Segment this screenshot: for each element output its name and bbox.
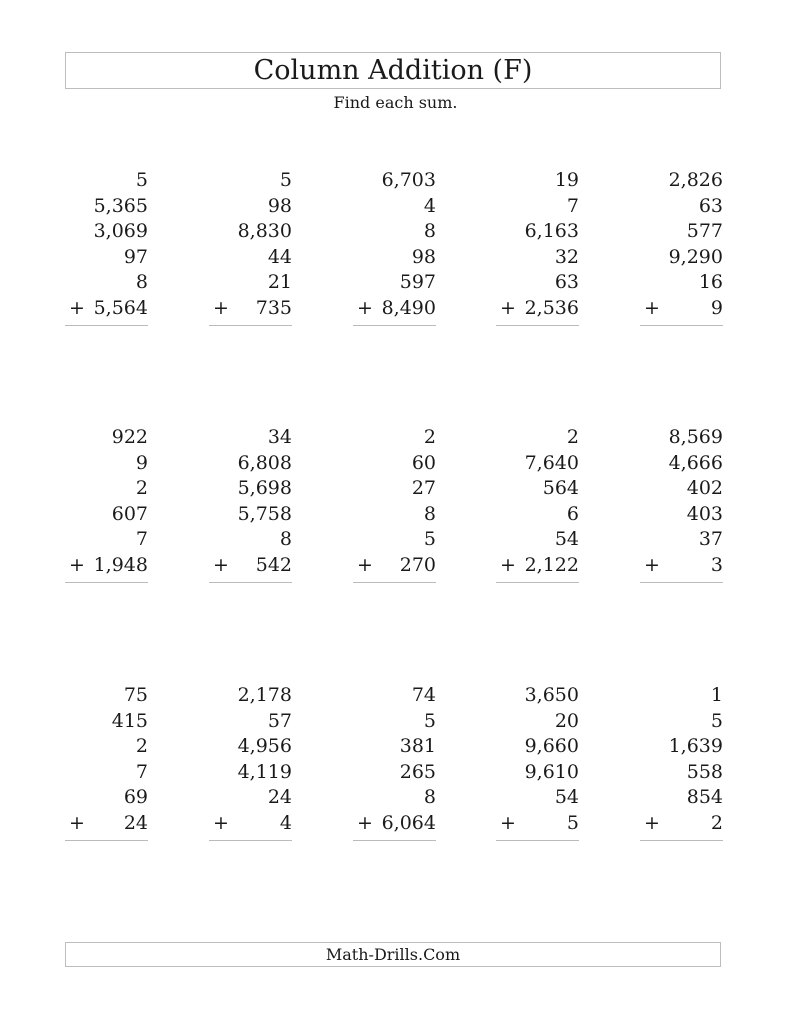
addend-value: 2,826 — [668, 169, 723, 191]
addend-value: 34 — [267, 426, 292, 448]
problem — [496, 683, 579, 841]
addend — [65, 527, 148, 553]
addend — [640, 425, 723, 451]
addend-last — [65, 553, 148, 579]
addend-value: 558 — [686, 760, 723, 783]
addend-value: 69 — [123, 786, 148, 809]
addend-value: 3,650 — [524, 684, 579, 706]
addend — [209, 168, 292, 194]
addend-value: 7,640 — [524, 451, 579, 474]
addend-value: 5 — [135, 169, 148, 191]
addend-value: 5,564 — [93, 296, 148, 319]
addend-value: 75 — [123, 684, 148, 706]
addend-value: 2 — [566, 426, 579, 448]
addend-value: 564 — [542, 477, 579, 500]
addend — [209, 760, 292, 786]
addend-value: 5,698 — [237, 477, 292, 500]
addend-value: 7 — [135, 528, 148, 551]
problem — [353, 425, 436, 583]
addend — [353, 194, 436, 220]
addend — [640, 785, 723, 811]
addend-value: 5 — [423, 709, 436, 732]
addend — [353, 527, 436, 553]
addend-value: 6 — [566, 502, 579, 525]
addend — [496, 734, 579, 760]
addend-value: 4 — [423, 194, 436, 217]
addend — [496, 219, 579, 245]
addend-last — [209, 811, 292, 837]
answer-line — [209, 840, 292, 841]
addend-last — [353, 553, 436, 579]
addend-value: 1,639 — [668, 735, 723, 758]
addend — [496, 270, 579, 296]
addend — [496, 785, 579, 811]
addend-last — [209, 553, 292, 579]
addend-value: 6,703 — [381, 169, 436, 191]
addend-last — [65, 811, 148, 837]
plus-sign: + — [357, 811, 373, 834]
addend — [353, 683, 436, 709]
answer-line — [640, 840, 723, 841]
addend — [209, 219, 292, 245]
addend-value: 4,956 — [237, 735, 292, 758]
addend — [640, 502, 723, 528]
addend-value: 32 — [554, 245, 579, 268]
answer-line — [209, 582, 292, 583]
addend-last — [496, 811, 579, 837]
addend — [496, 194, 579, 220]
addend-last — [640, 296, 723, 322]
addend-value: 381 — [399, 735, 436, 758]
addend-value: 2,536 — [524, 296, 579, 319]
addend — [496, 168, 579, 194]
problem — [65, 168, 148, 326]
plus-sign: + — [644, 811, 660, 834]
problem — [209, 683, 292, 841]
addend-last — [353, 811, 436, 837]
plus-sign: + — [357, 553, 373, 576]
addend — [353, 476, 436, 502]
plus-sign: + — [500, 811, 516, 834]
addend-last — [496, 296, 579, 322]
addend-value: 1 — [710, 684, 723, 706]
addend-value: 597 — [399, 271, 436, 294]
addend — [209, 194, 292, 220]
answer-line — [496, 582, 579, 583]
page-title: Column Addition (F) — [253, 55, 533, 86]
addend — [209, 734, 292, 760]
problem — [353, 168, 436, 326]
plus-sign: + — [213, 811, 229, 834]
addend-value: 8 — [135, 271, 148, 294]
addend — [496, 245, 579, 271]
footer-text: Math-Drills.Com — [325, 945, 461, 964]
addend-value: 98 — [267, 194, 292, 217]
addend-value: 5 — [566, 811, 579, 834]
addend-value: 54 — [554, 528, 579, 551]
addend — [496, 709, 579, 735]
addend — [640, 476, 723, 502]
plus-sign: + — [69, 811, 85, 834]
addend-value: 54 — [554, 786, 579, 809]
addend-value: 5 — [710, 709, 723, 732]
addend-value: 8 — [279, 528, 292, 551]
addend-last — [209, 296, 292, 322]
addend — [65, 709, 148, 735]
problem — [640, 168, 723, 326]
addend-value: 8 — [423, 786, 436, 809]
addend — [640, 760, 723, 786]
addend — [65, 194, 148, 220]
addend-value: 98 — [411, 245, 436, 268]
answer-line — [209, 325, 292, 326]
problem — [496, 168, 579, 326]
addend-value: 2 — [135, 735, 148, 758]
problem — [640, 425, 723, 583]
addend-last — [640, 553, 723, 579]
addend — [640, 451, 723, 477]
addend — [209, 709, 292, 735]
addend-value: 403 — [686, 502, 723, 525]
addend — [65, 760, 148, 786]
addend-value: 9 — [135, 451, 148, 474]
addend — [65, 245, 148, 271]
answer-line — [496, 840, 579, 841]
addend-value: 9,610 — [524, 760, 579, 783]
addend — [209, 270, 292, 296]
problem — [65, 683, 148, 841]
addend — [353, 502, 436, 528]
addend-value: 2 — [710, 811, 723, 834]
problem — [209, 168, 292, 326]
addend — [640, 734, 723, 760]
addend-value: 2 — [135, 477, 148, 500]
answer-line — [640, 325, 723, 326]
addend — [640, 219, 723, 245]
plus-sign: + — [69, 553, 85, 576]
answer-line — [353, 325, 436, 326]
addend — [640, 245, 723, 271]
addend — [496, 683, 579, 709]
problem — [496, 425, 579, 583]
problem — [65, 425, 148, 583]
addend-value: 4 — [279, 811, 292, 834]
addend — [640, 709, 723, 735]
addend — [496, 476, 579, 502]
addend — [640, 527, 723, 553]
addend — [496, 527, 579, 553]
addend — [65, 451, 148, 477]
addend-value: 3,069 — [93, 220, 148, 243]
addend-value: 63 — [698, 194, 723, 217]
addend-value: 27 — [411, 477, 436, 500]
addend — [496, 425, 579, 451]
problem — [209, 425, 292, 583]
addend-value: 7 — [135, 760, 148, 783]
addend — [353, 425, 436, 451]
addend-value: 8,490 — [381, 296, 436, 319]
addend-value: 8 — [423, 220, 436, 243]
addend-last — [353, 296, 436, 322]
addend — [209, 245, 292, 271]
addend-value: 63 — [554, 271, 579, 294]
problem — [353, 683, 436, 841]
addend — [353, 785, 436, 811]
addend — [65, 425, 148, 451]
answer-line — [65, 582, 148, 583]
addend — [353, 270, 436, 296]
addend-last — [640, 811, 723, 837]
addend-value: 1,948 — [93, 553, 148, 576]
addend — [209, 451, 292, 477]
answer-line — [65, 325, 148, 326]
addend — [65, 168, 148, 194]
addend-value: 6,808 — [237, 451, 292, 474]
plus-sign: + — [644, 553, 660, 576]
addend-value: 4,119 — [237, 760, 292, 783]
addend — [640, 168, 723, 194]
addend — [353, 760, 436, 786]
addend-value: 922 — [111, 426, 148, 448]
addend — [65, 502, 148, 528]
plus-sign: + — [500, 296, 516, 319]
addend — [65, 785, 148, 811]
addend-value: 5 — [423, 528, 436, 551]
addend — [353, 451, 436, 477]
addend-value: 8,830 — [237, 220, 292, 243]
addend — [209, 683, 292, 709]
addend-value: 415 — [111, 709, 148, 732]
addend-value: 542 — [255, 553, 292, 576]
addend — [65, 734, 148, 760]
answer-line — [496, 325, 579, 326]
plus-sign: + — [213, 296, 229, 319]
answer-line — [640, 582, 723, 583]
addend — [353, 709, 436, 735]
addend — [353, 168, 436, 194]
addend-value: 21 — [267, 271, 292, 294]
problem — [640, 683, 723, 841]
addend-value: 6,163 — [524, 220, 579, 243]
addend-value: 44 — [267, 245, 292, 268]
addend — [209, 527, 292, 553]
addend — [209, 502, 292, 528]
addend-value: 607 — [111, 502, 148, 525]
addend-value: 9,290 — [668, 245, 723, 268]
addend-value: 7 — [566, 194, 579, 217]
addend-value: 265 — [399, 760, 436, 783]
title-box — [65, 52, 721, 89]
addend-value: 37 — [698, 528, 723, 551]
addend — [65, 219, 148, 245]
addend — [65, 476, 148, 502]
addend-value: 402 — [686, 477, 723, 500]
addend — [209, 425, 292, 451]
plus-sign: + — [213, 553, 229, 576]
addend-value: 57 — [267, 709, 292, 732]
addend-value: 74 — [411, 684, 436, 706]
addend — [209, 476, 292, 502]
addend-value: 9 — [710, 296, 723, 319]
addend-value: 6,064 — [381, 811, 436, 834]
addend-last — [65, 296, 148, 322]
addend-value: 4,666 — [668, 451, 723, 474]
instructions: Find each sum. — [333, 93, 458, 112]
addend-last — [496, 553, 579, 579]
addend — [209, 785, 292, 811]
addend-value: 5,365 — [93, 194, 148, 217]
answer-line — [353, 582, 436, 583]
addend-value: 24 — [267, 786, 292, 809]
addend-value: 2,178 — [237, 684, 292, 706]
addend-value: 19 — [554, 169, 579, 191]
addend-value: 5,758 — [237, 502, 292, 525]
addend-value: 5 — [279, 169, 292, 191]
addend — [496, 760, 579, 786]
addend — [640, 270, 723, 296]
addend — [353, 734, 436, 760]
answer-line — [65, 840, 148, 841]
addend — [353, 245, 436, 271]
addend-value: 8,569 — [668, 426, 723, 448]
addend — [353, 219, 436, 245]
addend-value: 2,122 — [524, 553, 579, 576]
addend-value: 270 — [399, 553, 436, 576]
addend — [640, 683, 723, 709]
addend-value: 735 — [255, 296, 292, 319]
addend-value: 60 — [411, 451, 436, 474]
addend — [496, 502, 579, 528]
addend-value: 3 — [710, 553, 723, 576]
plus-sign: + — [357, 296, 373, 319]
footer — [65, 942, 721, 967]
answer-line — [353, 840, 436, 841]
addend-value: 9,660 — [524, 735, 579, 758]
addend-value: 20 — [554, 709, 579, 732]
addend-value: 577 — [686, 220, 723, 243]
addend-value: 24 — [123, 811, 148, 834]
addend — [65, 683, 148, 709]
addend — [496, 451, 579, 477]
plus-sign: + — [69, 296, 85, 319]
addend-value: 2 — [423, 426, 436, 448]
addend — [640, 194, 723, 220]
plus-sign: + — [500, 553, 516, 576]
addend-value: 8 — [423, 502, 436, 525]
plus-sign: + — [644, 296, 660, 319]
addend-value: 854 — [686, 786, 723, 809]
addend-value: 16 — [698, 271, 723, 294]
addend — [65, 270, 148, 296]
addend-value: 97 — [123, 245, 148, 268]
